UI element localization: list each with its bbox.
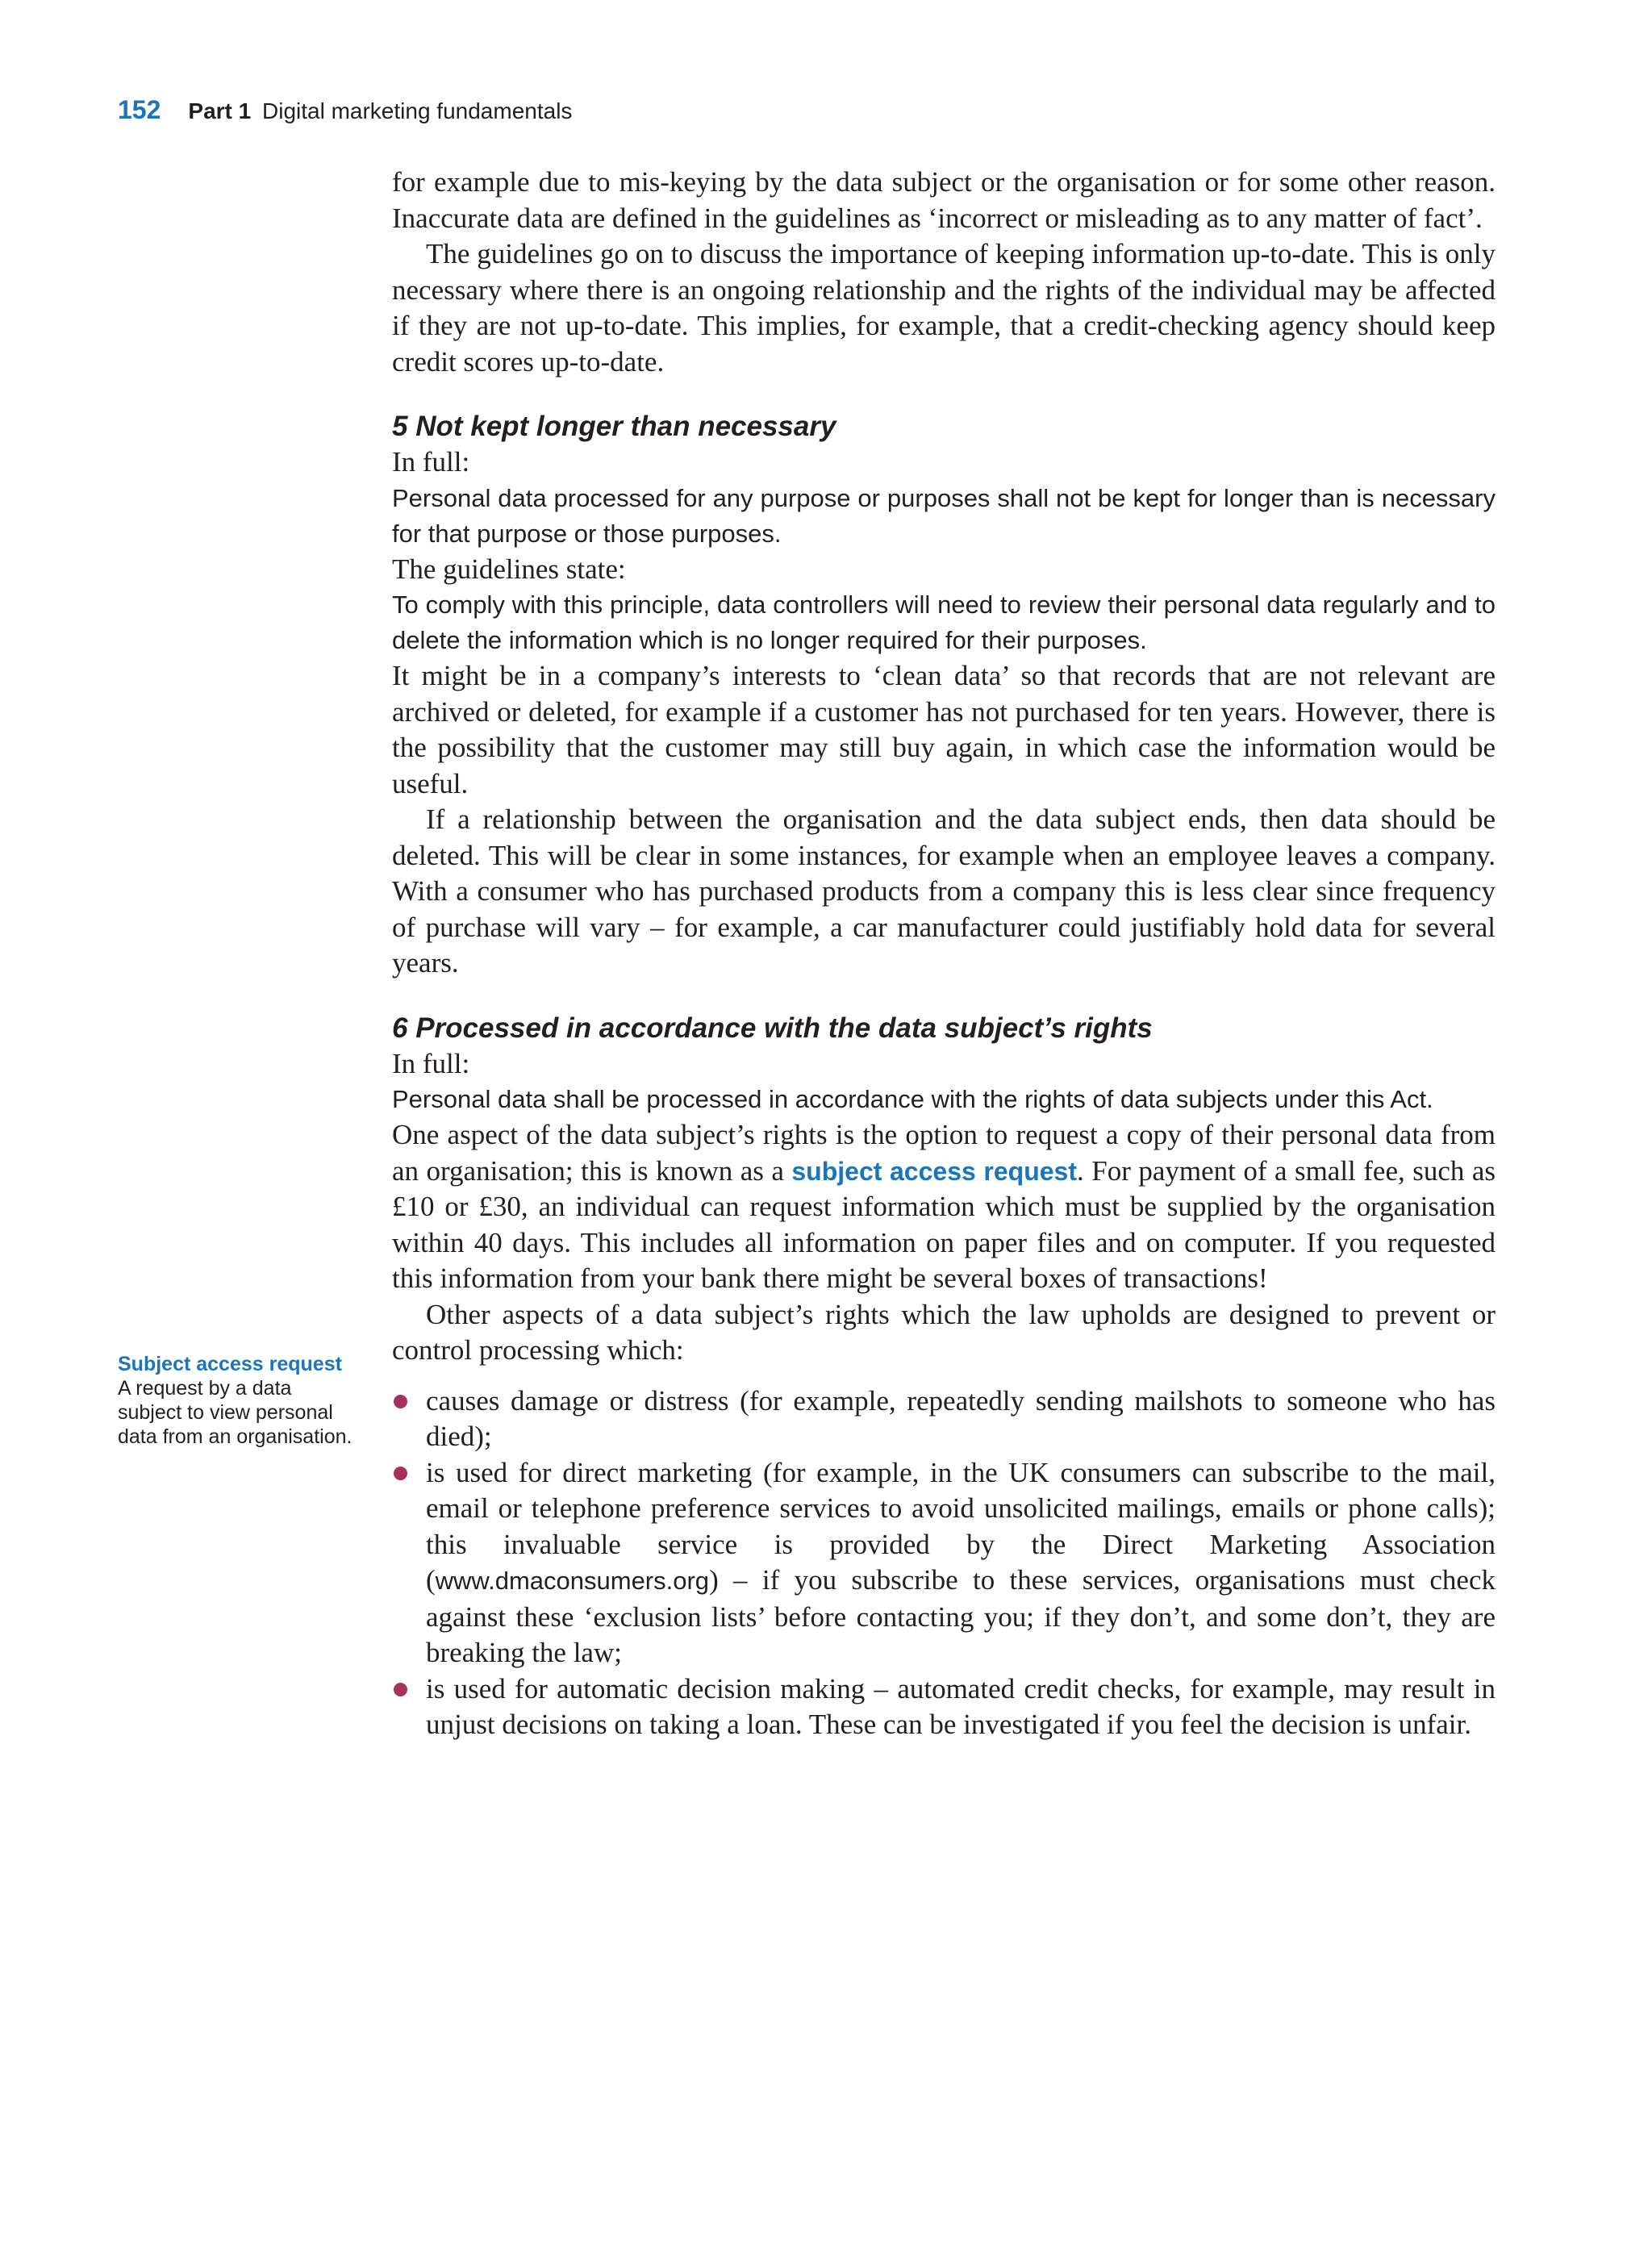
key-term: subject access request [791, 1156, 1077, 1186]
paragraph [392, 1117, 1496, 1297]
paragraph: In full: [392, 446, 470, 478]
part-label: Part 1 [188, 98, 252, 123]
bullet-list [392, 1383, 1496, 1743]
list-item [392, 1383, 1496, 1455]
bullet-icon [394, 1395, 407, 1408]
section-heading: 6 Processed in accordance with the data subject’s rights [392, 1012, 1153, 1044]
paragraph: The guidelines state: [392, 553, 626, 585]
bullet-icon [394, 1683, 407, 1696]
paragraph: If a relationship between the organisation and the data subject ends, then data should be deleted. This will be clear in some instances, for example when an employee leaves a company. With a consumer who has purchased products from a company this is less clear since frequency of purchase will vary – for example, a car manufacturer could justifiably hold data for several years. [392, 803, 1496, 979]
list-item-text: is used for direct marketing (for example, in the UK consumers can subscribe to the mail, email or telephone preference services to avoid unsolicited mailings, emails or phone calls); this invaluable service is provided by the Direct Marketing Association ( [426, 1456, 1496, 1596]
page-number: 152 [118, 95, 161, 124]
bullet-icon [394, 1467, 407, 1480]
list-item-text: is used for automatic decision making – automated credit checks, for example, may result in unjust decisions on taking a loan. These can be investigated if you feel the decision is unfair. [426, 1672, 1496, 1740]
paragraph: The guidelines go on to discuss the importance of keeping information up-to-date. This is only necessary where there is an ongoing relationship and the rights of the individual may be affected if they are not up-to-date. This implies, for example, that a credit-checking agency should keep credit scores up-to-date. [392, 238, 1496, 378]
paragraph-text: . For payment of a small fee, such as £10 or £30, an individual can request information which must be supplied by the organisation within 40 days. This includes all information on paper files and on computer. If you requested this information from your bank there might be several boxes of transactions! [392, 1154, 1496, 1294]
margin-term: Subject access request [118, 1353, 342, 1375]
web-link[interactable]: www.dmaconsumers.org [435, 1567, 710, 1595]
list-item [392, 1671, 1496, 1743]
margin-definition-text: A request by a data subject to view personal data from an organisation. [118, 1377, 353, 1448]
paragraph: Other aspects of a data subject’s rights which the law upholds are designed to prevent or control processing which: [392, 1298, 1496, 1366]
block-quote: To comply with this principle, data controllers will need to review their personal data regularly and to delete the information which is no longer required for their purposes. [392, 590, 1496, 654]
paragraph-text: One aspect of the data subject’s rights is the option to request a copy of their personal data from an organisation; this is known as a [392, 1119, 1496, 1187]
paragraph: for example due to mis-keying by the data subject or the organisation or for some other reason. Inaccurate data are defined in the guidelines as ‘incorrect or misleading as to any matter of fact’. [392, 166, 1496, 234]
running-header [118, 95, 572, 126]
paragraph: In full: [392, 1047, 470, 1079]
list-item [392, 1455, 1496, 1671]
list-item-text: ) – if you subscribe to these services, organisations must check against these ‘exclusion lists’ before contacting you; if they don’t, and some don’t, they are breaking the law; [426, 1564, 1496, 1668]
main-text-column [392, 165, 1496, 1743]
paragraph: It might be in a company’s interests to ‘clean data’ so that records that are not relevant are archived or deleted, for example if a customer has not purchased for ten years. However, there is the possibility that the customer may still buy again, in which case the information would be useful. [392, 660, 1496, 799]
margin-definition [118, 1352, 360, 1449]
section-heading: 5 Not kept longer than necessary [392, 411, 836, 442]
list-item-text: causes damage or distress (for example, repeatedly sending mailshots to someone who has died); [426, 1384, 1496, 1452]
block-quote: Personal data shall be processed in accordance with the rights of data subjects under this Act. [392, 1085, 1433, 1113]
chapter-title: Digital marketing fundamentals [262, 98, 573, 123]
block-quote: Personal data processed for any purpose or purposes shall not be kept for longer than is necessary for that purpose or those purposes. [392, 483, 1496, 548]
